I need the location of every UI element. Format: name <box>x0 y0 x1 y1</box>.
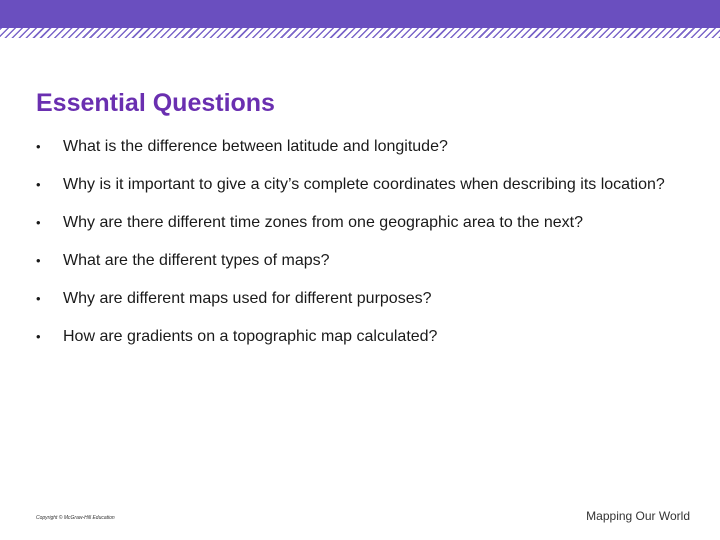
question-text: Why are there different time zones from one geographic area to the next? <box>63 214 583 231</box>
bullet-icon: • <box>36 329 41 344</box>
list-item <box>36 212 696 234</box>
list-item <box>36 136 696 158</box>
list-item <box>36 250 696 272</box>
header-hatch-strip <box>0 28 720 38</box>
question-text: What is the difference between latitude and longitude? <box>63 138 448 155</box>
copyright-notice: Copyright © McGraw-Hill Education <box>36 515 115 521</box>
list-item <box>36 174 696 196</box>
chapter-title: Mapping Our World <box>586 509 690 523</box>
question-text: Why is it important to give a city’s complete coordinates when describing its location? <box>63 176 665 193</box>
header-bar <box>0 0 720 28</box>
bullet-icon: • <box>36 177 41 192</box>
bullet-icon: • <box>36 253 41 268</box>
bullet-icon: • <box>36 291 41 306</box>
bullet-icon: • <box>36 215 41 230</box>
slide-title: Essential Questions <box>36 89 275 117</box>
question-text: How are gradients on a topographic map calculated? <box>63 328 438 345</box>
essential-questions-list <box>36 136 696 348</box>
question-text: Why are different maps used for different purposes? <box>63 290 432 307</box>
question-text: What are the different types of maps? <box>63 252 330 269</box>
list-item <box>36 326 696 348</box>
bullet-icon: • <box>36 139 41 154</box>
list-item <box>36 288 696 310</box>
